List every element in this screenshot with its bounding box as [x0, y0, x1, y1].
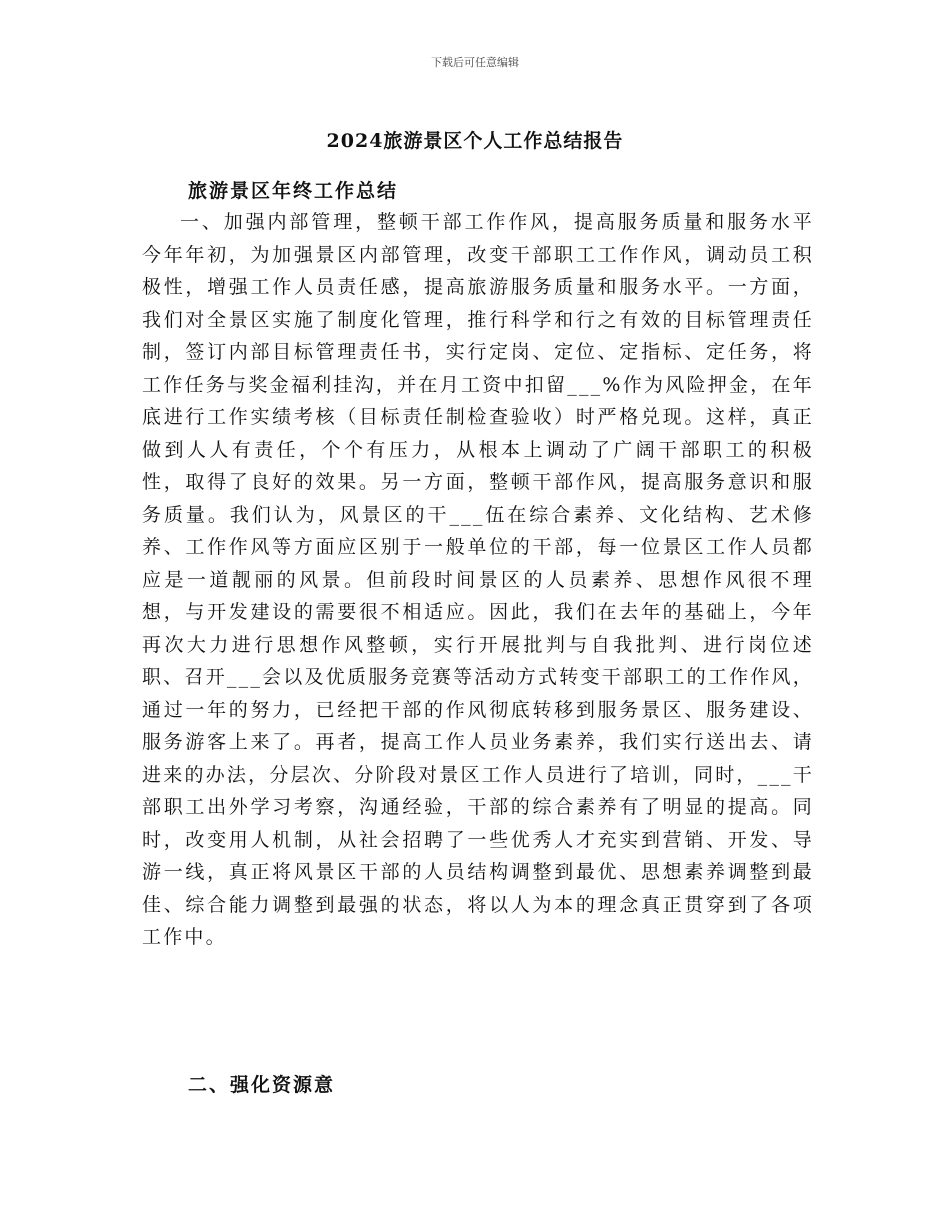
document-title: 2024旅游景区个人工作总结报告 — [326, 130, 624, 152]
body-paragraph: 一、加强内部管理，整顿干部工作作风，提高服务质量和服务水平今年年初，为加强景区内部管理，改变干部职工工作作风，调动员工积极性，增强工作人员责任感，提高旅游服务质量和服务水平。一方面，我们对全景区实施了制度化管理，推行科学和行之有效的目标管理责任制，签订内部目标管理责任书，实行定岗、定位、定指标、定任务，将工作任务与奖金福利挂沟，并在月工资中扣留___%作为风险押金，在年底进行工作实绩考核（目标责任制检查验收）时严格兑现。这样，真正做到人人有责任，个个有压力，从根本上调动了广阔干部职工的积极性，取得了良好的效果。另一方面，整顿干部作风，提高服务意识和服务质量。我们认为，风景区的干___伍在综合素养、文化结构、艺术修养、工作作风等方面应区别于一般单位的干部，每一位景区工作人员都应是一道靓丽的风景。但前段时间景区的人员素养、思想作风很不理想，与开发建设的需要很不相适应。因此，我们在去年的基础上，今年再次大力进行思想作风整顿，实行开展批判与自我批判、进行岗位述职、召开___会以及优质服务竞赛等活动方式转变干部职工的工作作风，通过一年的努力，已经把干部的作风彻底转移到服务景区、服务建设、服务游客上来了。再者，提高工作人员业务素养，我们实行送出去、请进来的办法，分层次、分阶段对景区工作人员进行了培训，同时，___干部职工出外学习考察，沟通经验，干部的综合素养有了明显的提高。同时，改变用人机制，从社会招聘了一些优秀人才充实到营销、开发、导游一线，真正将风景区干部的人员结构调整到最优、思想素养调整到最佳、综合能力调整到最强的状态，将以人为本的理念真正贯穿到了各项工作中。 — [142, 211, 814, 948]
section-heading-year-end-summary: 旅游景区年终工作总结 — [188, 180, 399, 202]
section-heading-resource-awareness: 二、强化资源意 — [188, 1074, 336, 1096]
header-note: 下载后可任意编辑 — [431, 56, 519, 69]
